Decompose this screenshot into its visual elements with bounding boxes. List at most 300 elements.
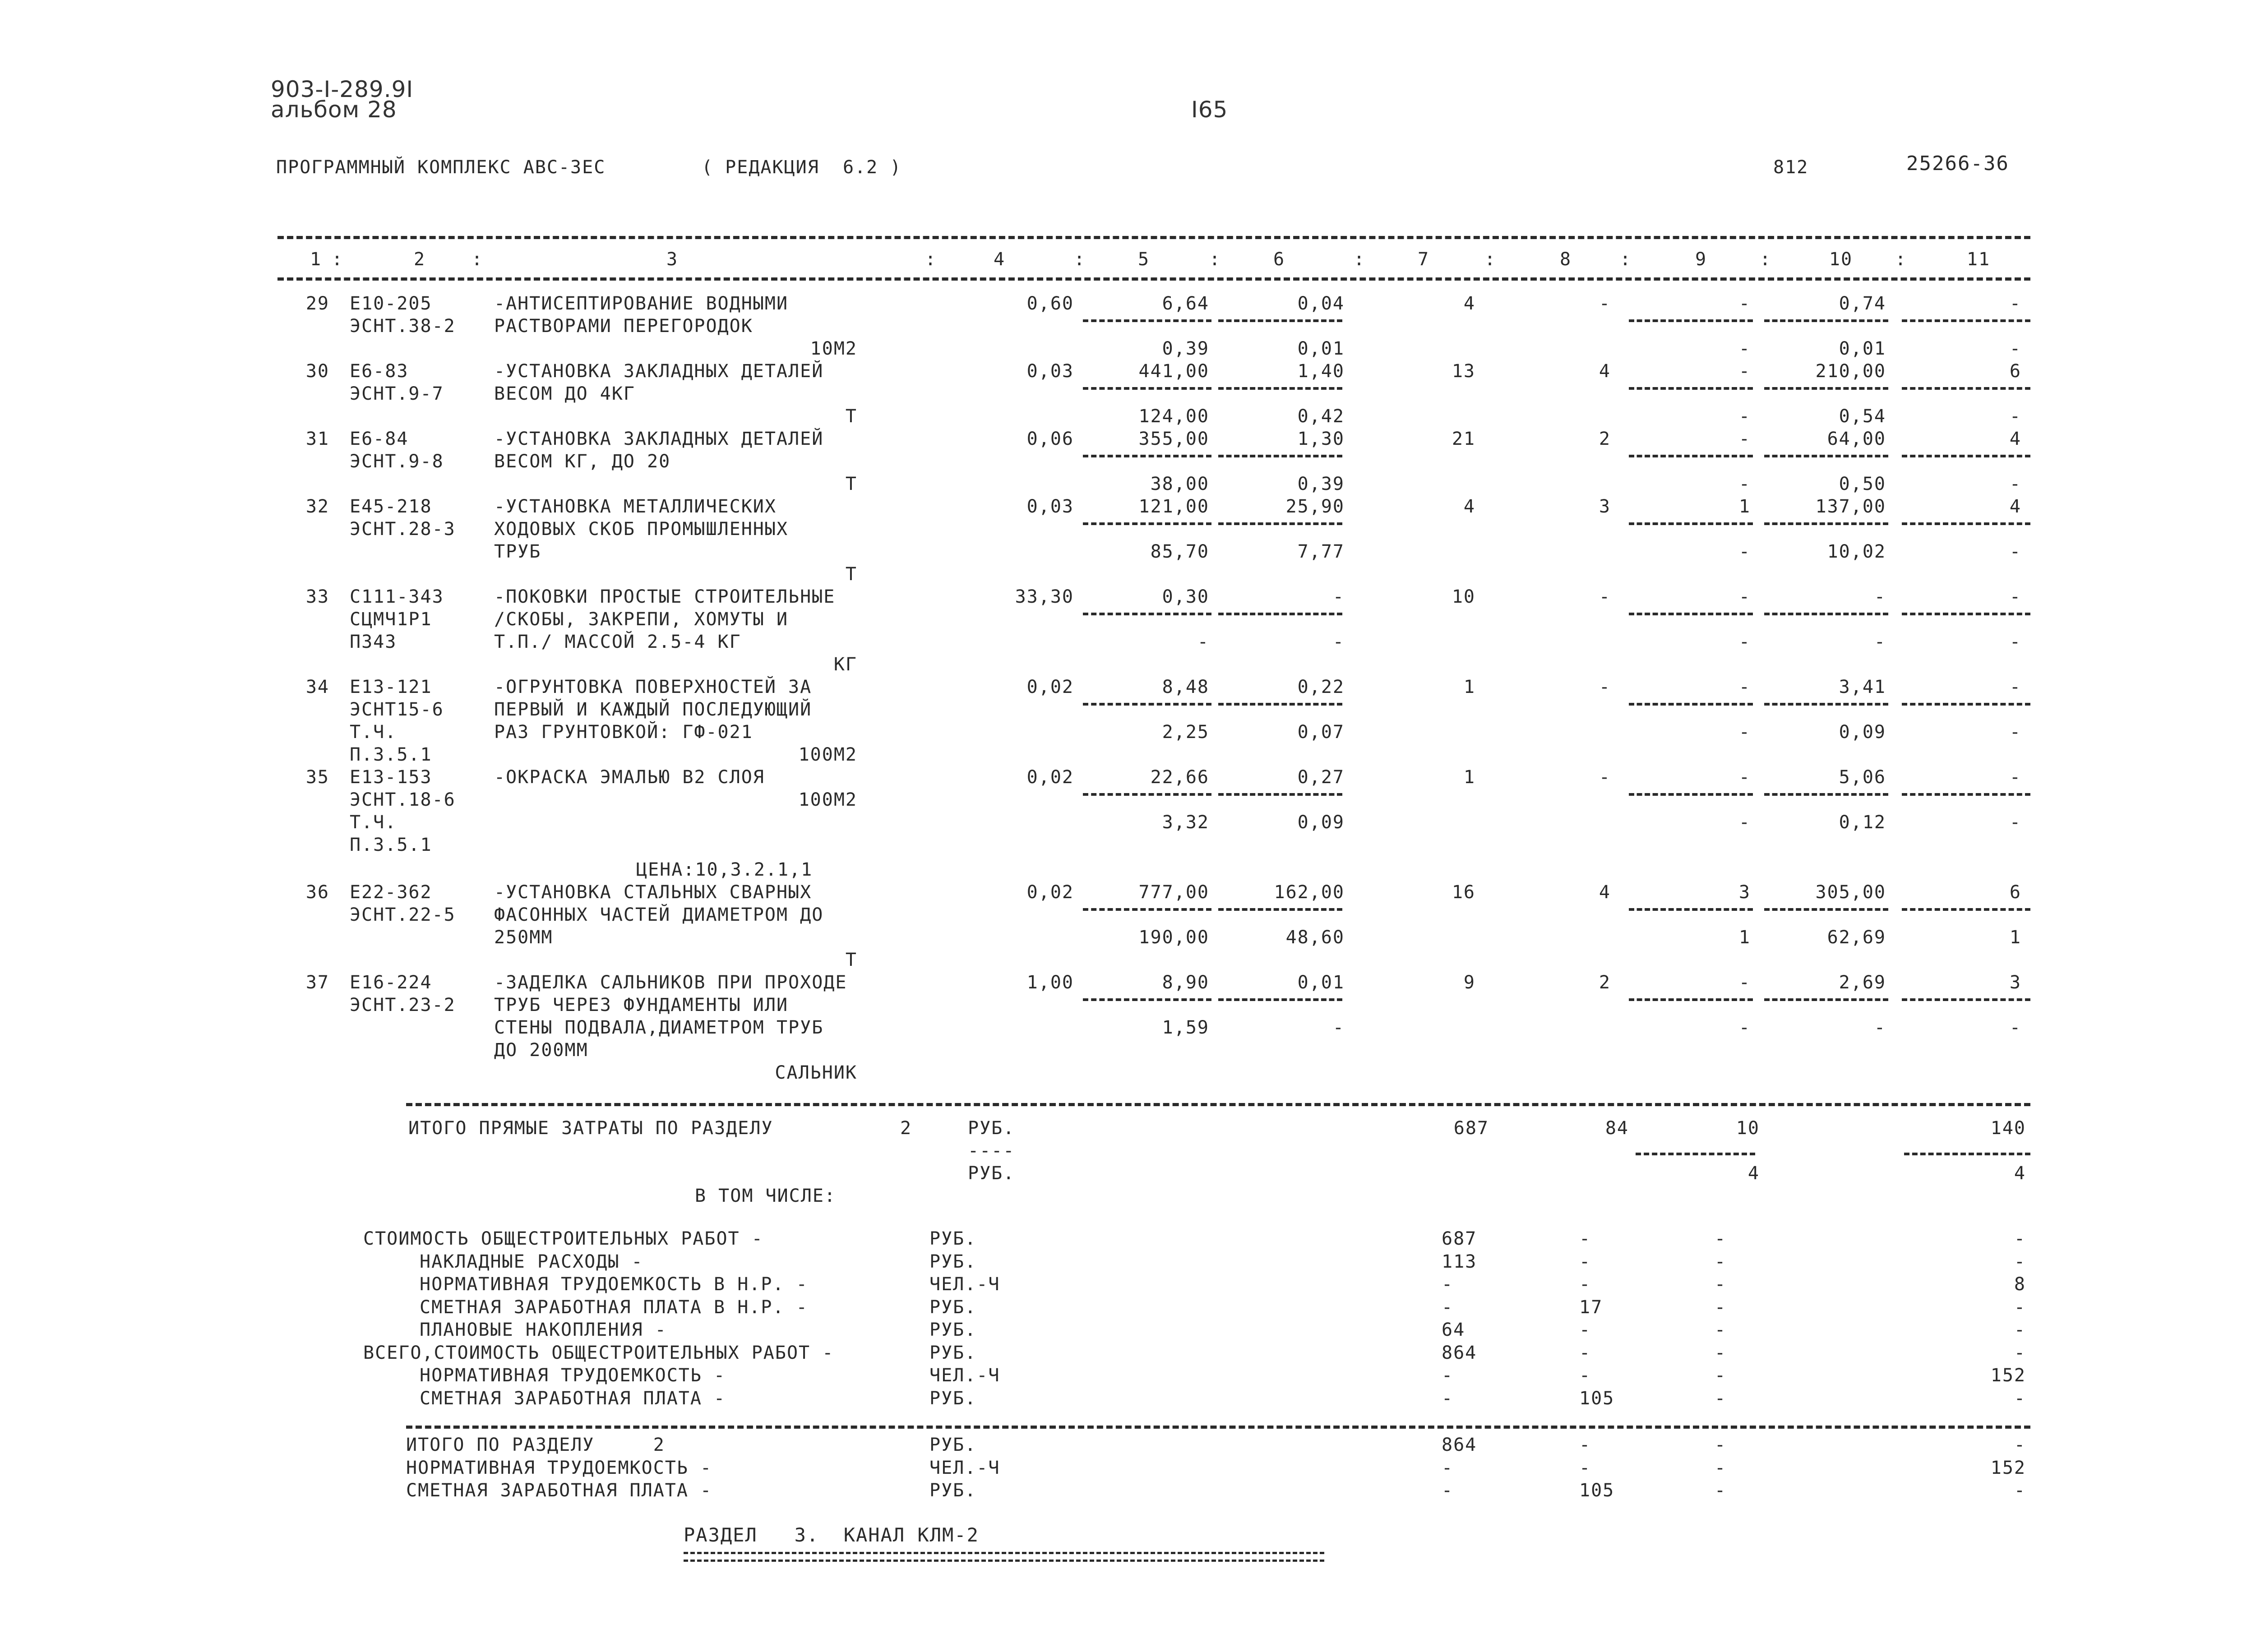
row-c6-second: 0,07 — [1297, 722, 1345, 743]
row-number: 33 — [305, 586, 329, 607]
row-c7: 1 — [1463, 767, 1475, 788]
row-c11: - — [2009, 586, 2021, 607]
breakdown-c11: - — [2014, 1297, 2026, 1318]
row-code: ЭСНТ.22-5 — [350, 904, 456, 925]
row-code: Е6-83 — [350, 361, 409, 382]
row-code: ЭСНТ.18-6 — [350, 789, 456, 810]
program-title: ПРОГРАММНЫЙ КОМПЛЕКС АВС-3ЕС — [276, 157, 606, 178]
breakdown-c11: - — [2014, 1388, 2026, 1409]
column-header-11: 11 — [1966, 249, 1991, 270]
section-total-c9: - — [1715, 1435, 1727, 1455]
row-unit: 100М2 — [798, 789, 857, 810]
breakdown-c11: 8 — [2014, 1274, 2026, 1295]
breakdown-c8: - — [1579, 1251, 1591, 1272]
row-c10-subrule — [1764, 455, 1888, 457]
breakdown-c9: - — [1715, 1297, 1727, 1318]
row-c5-subrule — [1083, 793, 1211, 796]
breakdown-c9: - — [1715, 1388, 1727, 1409]
direct-costs-c9b: 4 — [1747, 1163, 1760, 1184]
row-c5: 8,90 — [1162, 972, 1209, 993]
row-c8: - — [1599, 677, 1611, 697]
breakdown-unit: РУБ. — [929, 1251, 977, 1272]
row-c11-second: - — [2009, 812, 2021, 833]
breakdown-unit: РУБ. — [929, 1342, 977, 1363]
row-c10-second: 10,02 — [1827, 541, 1886, 562]
row-c8: 4 — [1599, 882, 1611, 903]
row-c11-subrule — [1902, 998, 2030, 1001]
breakdown-c7: - — [1442, 1297, 1454, 1318]
document-number: 25266-36 — [1906, 152, 2009, 175]
direct-costs-unit: РУБ. — [968, 1118, 1015, 1139]
row-c9: - — [1738, 972, 1751, 993]
including-label: В ТОМ ЧИСЛЕ: — [695, 1186, 836, 1206]
row-c9-second: - — [1738, 1017, 1751, 1038]
column-header-8: 8 — [1559, 249, 1572, 270]
row-c9: - — [1738, 677, 1751, 697]
row-c9-second: - — [1738, 406, 1751, 427]
row-c10-subrule — [1764, 703, 1888, 706]
row-c6-second: 48,60 — [1285, 927, 1345, 948]
row-c6: 0,27 — [1297, 767, 1345, 788]
row-c9-subrule — [1629, 613, 1753, 615]
section-total-c7: 864 — [1442, 1435, 1477, 1455]
breakdown-c7: 687 — [1442, 1228, 1477, 1249]
row-c11: - — [2009, 293, 2021, 314]
row-number: 30 — [305, 361, 329, 382]
row-description: ПЕРВЫЙ И КАЖДЫЙ ПОСЛЕДУЮЩИЙ — [494, 699, 812, 720]
breakdown-label: НОРМАТИВНАЯ ТРУДОЕМКОСТЬ В Н.Р. - — [420, 1274, 808, 1295]
section-total-label: ИТОГО ПО РАЗДЕЛУ 2 — [406, 1435, 665, 1455]
section-total-c11: - — [2014, 1435, 2026, 1455]
row-description: РАСТВОРАМИ ПЕРЕГОРОДОК — [494, 316, 753, 337]
row-description: -АНТИСЕПТИРОВАНИЕ ВОДНЫМИ — [494, 293, 789, 314]
row-code: ЭСНТ.9-8 — [350, 451, 444, 472]
breakdown-label: ПЛАНОВЫЕ НАКОПЛЕНИЯ - — [420, 1320, 667, 1340]
row-number: 36 — [305, 882, 329, 903]
row-code: ЭСНТ.9-7 — [350, 383, 444, 404]
row-c6: 25,90 — [1285, 496, 1345, 517]
row-c10-second: - — [1874, 632, 1886, 652]
row-c11-second: - — [2009, 474, 2021, 494]
row-c11-subrule — [1902, 522, 2030, 525]
section-total-unit: РУБ. — [929, 1435, 977, 1455]
row-c7: 4 — [1463, 496, 1475, 517]
row-c8: 4 — [1599, 361, 1611, 382]
row-code: СЦМЧ1Р1 — [350, 609, 432, 630]
row-c10: 64,00 — [1827, 429, 1886, 449]
row-c6-subrule — [1218, 613, 1342, 615]
row-unit: Т — [845, 950, 857, 970]
direct-costs-section: 2 — [900, 1118, 912, 1139]
row-c5-subrule — [1083, 387, 1211, 390]
row-c10: 2,69 — [1839, 972, 1886, 993]
row-code: Е22-362 — [350, 882, 432, 903]
row-c11: 6 — [2009, 361, 2021, 382]
breakdown-label: СМЕТНАЯ ЗАРАБОТНАЯ ПЛАТА В Н.Р. - — [420, 1297, 808, 1318]
section-total-label: СМЕТНАЯ ЗАРАБОТНАЯ ПЛАТА - — [406, 1480, 712, 1501]
row-c11-subrule — [1902, 613, 2030, 615]
row-description: ВЕСОМ КГ, ДО 20 — [494, 451, 671, 472]
direct-costs-unit-dashes: ---- — [968, 1140, 1015, 1161]
direct-costs-c9: 10 — [1736, 1118, 1760, 1139]
row-c10-subrule — [1764, 998, 1888, 1001]
column-header-5: 5 — [1137, 249, 1150, 270]
breakdown-c7: - — [1442, 1365, 1454, 1386]
header-top-rule — [277, 236, 2030, 239]
row-c11: 6 — [2009, 882, 2021, 903]
section-total-c11: - — [2014, 1480, 2026, 1501]
row-quantity: 0,03 — [1026, 361, 1074, 382]
row-c6-subrule — [1218, 455, 1342, 457]
row-c6-second: 0,42 — [1297, 406, 1345, 427]
row-description: ДО 200ММ — [494, 1040, 588, 1061]
breakdown-c11: 152 — [1990, 1365, 2026, 1386]
column-header-7: 7 — [1417, 249, 1430, 270]
row-c7: 21 — [1452, 429, 1475, 449]
breakdown-c9: - — [1715, 1251, 1727, 1272]
row-c6-subrule — [1218, 522, 1342, 525]
breakdown-label: НОРМАТИВНАЯ ТРУДОЕМКОСТЬ - — [420, 1365, 726, 1386]
row-unit: Т — [845, 564, 857, 585]
row-c6-second: - — [1332, 1017, 1345, 1038]
row-c5: 441,00 — [1138, 361, 1209, 382]
final-top-rule — [406, 1426, 2030, 1429]
column-separator: : — [1620, 249, 1632, 270]
row-c6-subrule — [1218, 998, 1342, 1001]
row-c11-subrule — [1902, 703, 2030, 706]
row-c8: 3 — [1599, 496, 1611, 517]
row-c9-second: - — [1738, 474, 1751, 494]
row-c9: - — [1738, 293, 1751, 314]
row-c6: 1,40 — [1297, 361, 1345, 382]
page-number: I65 — [1191, 97, 1228, 123]
row-quantity: 0,02 — [1026, 882, 1074, 903]
row-c10-subrule — [1764, 793, 1888, 796]
row-c6-subrule — [1218, 387, 1342, 390]
direct-costs-unit-2: РУБ. — [968, 1163, 1015, 1184]
row-c5: 6,64 — [1162, 293, 1209, 314]
section-total-c8: - — [1579, 1457, 1591, 1478]
row-c9: - — [1738, 767, 1751, 788]
row-description: СТЕНЫ ПОДВАЛА,ДИАМЕТРОМ ТРУБ — [494, 1017, 824, 1038]
breakdown-unit: РУБ. — [929, 1228, 977, 1249]
row-c10-subrule — [1764, 387, 1888, 390]
row-c9-second: 1 — [1738, 927, 1751, 948]
header-bottom-rule — [277, 277, 2030, 281]
row-c10-second: 0,54 — [1839, 406, 1886, 427]
column-header-9: 9 — [1695, 249, 1707, 270]
row-c9: 1 — [1738, 496, 1751, 517]
row-description: -ОКРАСКА ЭМАЛЬЮ В2 СЛОЯ — [494, 767, 765, 788]
row-c9-second: - — [1738, 722, 1751, 743]
row-number: 37 — [305, 972, 329, 993]
row-c6: 162,00 — [1274, 882, 1345, 903]
row-c11: - — [2009, 767, 2021, 788]
breakdown-c9: - — [1715, 1342, 1727, 1363]
column-separator: : — [1760, 249, 1772, 270]
row-c9-second: - — [1738, 541, 1751, 562]
row-c5: 0,30 — [1162, 586, 1209, 607]
row-c7: 1 — [1463, 677, 1475, 697]
row-c6-second: 7,77 — [1297, 541, 1345, 562]
row-c10-subrule — [1764, 319, 1888, 322]
row-c10-second: 0,50 — [1839, 474, 1886, 494]
direct-costs-c8: 84 — [1605, 1118, 1629, 1139]
row-c11: 3 — [2009, 972, 2021, 993]
row-c9: - — [1738, 361, 1751, 382]
column-separator: : — [1895, 249, 1907, 270]
row-unit: Т — [845, 474, 857, 494]
row-c5: 121,00 — [1138, 496, 1209, 517]
row-c5-subrule — [1083, 522, 1211, 525]
breakdown-c8: 17 — [1579, 1297, 1603, 1318]
column-header-1: 1 — [310, 249, 322, 270]
sheet-code: 903-I-289.9I — [271, 76, 414, 102]
row-c9-subrule — [1629, 319, 1753, 322]
breakdown-unit: ЧЕЛ.-Ч — [929, 1365, 1000, 1386]
column-separator: : — [472, 249, 484, 270]
breakdown-unit: РУБ. — [929, 1320, 977, 1340]
row-description: 250ММ — [494, 927, 553, 948]
direct-costs-c7: 687 — [1453, 1118, 1489, 1139]
row-description: -УСТАНОВКА МЕТАЛЛИЧЕСКИХ — [494, 496, 777, 517]
row-c11-subrule — [1902, 908, 2030, 911]
direct-costs-label: ИТОГО ПРЯМЫЕ ЗАТРАТЫ ПО РАЗДЕЛУ — [408, 1118, 773, 1139]
row-unit: 100М2 — [798, 744, 857, 765]
row-code: С111-343 — [350, 586, 444, 607]
direct-c9-subrule — [1636, 1153, 1755, 1155]
row-c5-second: 190,00 — [1138, 927, 1209, 948]
row-number: 35 — [305, 767, 329, 788]
row-c11-subrule — [1902, 387, 2030, 390]
row-description: ТРУБ ЧЕРЕЗ ФУНДАМЕНТЫ ИЛИ — [494, 995, 789, 1015]
section-total-c9: - — [1715, 1480, 1727, 1501]
row-c8: - — [1599, 586, 1611, 607]
row-description: /СКОБЫ, ЗАКРЕПИ, ХОМУТЫ И — [494, 609, 789, 630]
row-c10-second: 0,01 — [1839, 338, 1886, 359]
row-c10: 3,41 — [1839, 677, 1886, 697]
row-c10: 137,00 — [1815, 496, 1886, 517]
row-c5: 355,00 — [1138, 429, 1209, 449]
breakdown-c8: - — [1579, 1228, 1591, 1249]
row-c5-subrule — [1083, 998, 1211, 1001]
row-c10: 5,06 — [1839, 767, 1886, 788]
row-c7: 10 — [1452, 586, 1475, 607]
row-c11-second: - — [2009, 338, 2021, 359]
breakdown-unit: ЧЕЛ.-Ч — [929, 1274, 1000, 1295]
row-c5-second: 3,32 — [1162, 812, 1209, 833]
row-c10-second: - — [1874, 1017, 1886, 1038]
breakdown-c11: - — [2014, 1342, 2026, 1363]
row-quantity: 33,30 — [1015, 586, 1074, 607]
row-unit: САЛЬНИК — [775, 1062, 857, 1083]
row-price-note: ЦЕНА:10,3.2.1,1 — [636, 859, 813, 880]
row-c9-subrule — [1629, 455, 1753, 457]
row-c11: 4 — [2009, 429, 2021, 449]
row-c10-subrule — [1764, 522, 1888, 525]
row-description: ТРУБ — [494, 541, 541, 562]
column-header-2: 2 — [413, 249, 426, 270]
row-c10: 210,00 — [1815, 361, 1886, 382]
row-c7: 16 — [1452, 882, 1475, 903]
row-code: П343 — [350, 632, 397, 652]
row-c10-second: 0,12 — [1839, 812, 1886, 833]
row-quantity: 0,60 — [1026, 293, 1074, 314]
row-c5-second: 2,25 — [1162, 722, 1209, 743]
breakdown-c7: 864 — [1442, 1342, 1477, 1363]
row-c8: - — [1599, 767, 1611, 788]
row-c8: 2 — [1599, 429, 1611, 449]
row-quantity: 0,02 — [1026, 767, 1074, 788]
row-c5-subrule — [1083, 613, 1211, 615]
section-total-label: НОРМАТИВНАЯ ТРУДОЕМКОСТЬ - — [406, 1457, 712, 1478]
row-c11-subrule — [1902, 455, 2030, 457]
row-c10-second: 62,69 — [1827, 927, 1886, 948]
breakdown-c7: - — [1442, 1274, 1454, 1295]
breakdown-c8: - — [1579, 1320, 1591, 1340]
row-number: 29 — [305, 293, 329, 314]
row-c5-subrule — [1083, 455, 1211, 457]
row-c11: 4 — [2009, 496, 2021, 517]
row-c11-subrule — [1902, 793, 2030, 796]
breakdown-c9: - — [1715, 1274, 1727, 1295]
section-total-c8: - — [1579, 1435, 1591, 1455]
direct-c11-subrule — [1904, 1153, 2030, 1155]
row-c6: 0,04 — [1297, 293, 1345, 314]
row-code: Е16-224 — [350, 972, 432, 993]
row-c6: 1,30 — [1297, 429, 1345, 449]
section-total-unit: ЧЕЛ.-Ч — [929, 1457, 1000, 1478]
row-c9-second: - — [1738, 632, 1751, 652]
breakdown-c9: - — [1715, 1228, 1727, 1249]
row-c11: - — [2009, 677, 2021, 697]
row-quantity: 0,06 — [1026, 429, 1074, 449]
row-c11-second: 1 — [2009, 927, 2021, 948]
row-c5-second: 124,00 — [1138, 406, 1209, 427]
row-description: РАЗ ГРУНТОВКОЙ: ГФ-021 — [494, 722, 753, 743]
row-c11-second: - — [2009, 632, 2021, 652]
breakdown-c11: - — [2014, 1320, 2026, 1340]
row-c9: - — [1738, 586, 1751, 607]
column-separator: : — [1074, 249, 1086, 270]
breakdown-c7: 64 — [1442, 1320, 1465, 1340]
row-c11-second: - — [2009, 1017, 2021, 1038]
section-total-c9: - — [1715, 1457, 1727, 1478]
row-unit: 10М2 — [810, 338, 857, 359]
row-description: -ЗАДЕЛКА САЛЬНИКОВ ПРИ ПРОХОДЕ — [494, 972, 847, 993]
row-c6: - — [1332, 586, 1345, 607]
row-c10: 305,00 — [1815, 882, 1886, 903]
row-c6-second: - — [1332, 632, 1345, 652]
row-code: ЭСНТ.28-3 — [350, 519, 456, 540]
direct-costs-c11b: 4 — [2014, 1163, 2026, 1184]
row-c6-second: 0,39 — [1297, 474, 1345, 494]
row-c9-subrule — [1629, 908, 1753, 911]
breakdown-c7: 113 — [1442, 1251, 1477, 1272]
row-description: -УСТАНОВКА ЗАКЛАДНЫХ ДЕТАЛЕЙ — [494, 361, 824, 382]
row-code: Т.Ч. — [350, 722, 397, 743]
row-c9-second: - — [1738, 812, 1751, 833]
breakdown-c9: - — [1715, 1320, 1727, 1340]
row-c10-subrule — [1764, 908, 1888, 911]
row-description: -ПОКОВКИ ПРОСТЫЕ СТРОИТЕЛЬНЫЕ — [494, 586, 836, 607]
breakdown-unit: РУБ. — [929, 1297, 977, 1318]
row-c9-subrule — [1629, 387, 1753, 390]
row-description: ВЕСОМ ДО 4КГ — [494, 383, 635, 404]
row-unit: Т — [845, 406, 857, 427]
row-code: Т.Ч. — [350, 812, 397, 833]
row-c5-second: 85,70 — [1150, 541, 1209, 562]
album-label: альбом 28 — [271, 97, 397, 123]
row-c11-second: - — [2009, 541, 2021, 562]
row-c6: 0,22 — [1297, 677, 1345, 697]
row-description: -УСТАНОВКА ЗАКЛАДНЫХ ДЕТАЛЕЙ — [494, 429, 824, 449]
breakdown-c8: - — [1579, 1342, 1591, 1363]
row-c10: 0,74 — [1839, 293, 1886, 314]
section-total-c8: 105 — [1579, 1480, 1615, 1501]
row-number: 31 — [305, 429, 329, 449]
next-section-title: РАЗДЕЛ 3. КАНАЛ КЛМ-2 — [684, 1524, 979, 1546]
row-c6-subrule — [1218, 703, 1342, 706]
direct-costs-c11: 140 — [1990, 1118, 2026, 1139]
row-unit: КГ — [833, 654, 857, 675]
row-c5: 22,66 — [1150, 767, 1209, 788]
row-c5-second: - — [1197, 632, 1209, 652]
column-separator: : — [1354, 249, 1366, 270]
row-c9: - — [1738, 429, 1751, 449]
breakdown-c8: - — [1579, 1274, 1591, 1295]
row-c5-subrule — [1083, 319, 1211, 322]
section-total-unit: РУБ. — [929, 1480, 977, 1501]
program-edition: ( РЕДАКЦИЯ 6.2 ) — [702, 157, 902, 178]
row-code: ЭСНТ15-6 — [350, 699, 444, 720]
row-c6-subrule — [1218, 319, 1342, 322]
column-header-6: 6 — [1273, 249, 1285, 270]
row-code: Е10-205 — [350, 293, 432, 314]
row-code: Е45-218 — [350, 496, 432, 517]
section-total-c7: - — [1442, 1457, 1454, 1478]
row-quantity: 0,02 — [1026, 677, 1074, 697]
breakdown-c8: - — [1579, 1365, 1591, 1386]
row-c6-subrule — [1218, 793, 1342, 796]
row-description: -ОГРУНТОВКА ПОВЕРХНОСТЕЙ ЗА — [494, 677, 812, 697]
breakdown-c11: - — [2014, 1251, 2026, 1272]
section-total-c11: 152 — [1990, 1457, 2026, 1478]
row-c5: 8,48 — [1162, 677, 1209, 697]
row-code: Е13-153 — [350, 767, 432, 788]
row-code: ЭСНТ.23-2 — [350, 995, 456, 1015]
row-quantity: 1,00 — [1026, 972, 1074, 993]
row-c7: 4 — [1463, 293, 1475, 314]
row-c7: 9 — [1463, 972, 1475, 993]
row-c8: - — [1599, 293, 1611, 314]
breakdown-c8: 105 — [1579, 1388, 1615, 1409]
row-description: ФАСОННЫХ ЧАСТЕЙ ДИАМЕТРОМ ДО — [494, 904, 824, 925]
column-header-10: 10 — [1829, 249, 1853, 270]
column-separator: : — [1209, 249, 1221, 270]
column-header-3: 3 — [666, 249, 679, 270]
row-c9: 3 — [1738, 882, 1751, 903]
row-quantity: 0,03 — [1026, 496, 1074, 517]
header-number: 812 — [1773, 157, 1809, 178]
row-c5: 777,00 — [1138, 882, 1209, 903]
row-number: 34 — [305, 677, 329, 697]
column-separator: : — [1484, 249, 1497, 270]
row-c5-subrule — [1083, 703, 1211, 706]
row-description: Т.П./ МАССОЙ 2.5-4 КГ — [494, 632, 741, 652]
row-c6-subrule — [1218, 908, 1342, 911]
row-c11-second: - — [2009, 406, 2021, 427]
